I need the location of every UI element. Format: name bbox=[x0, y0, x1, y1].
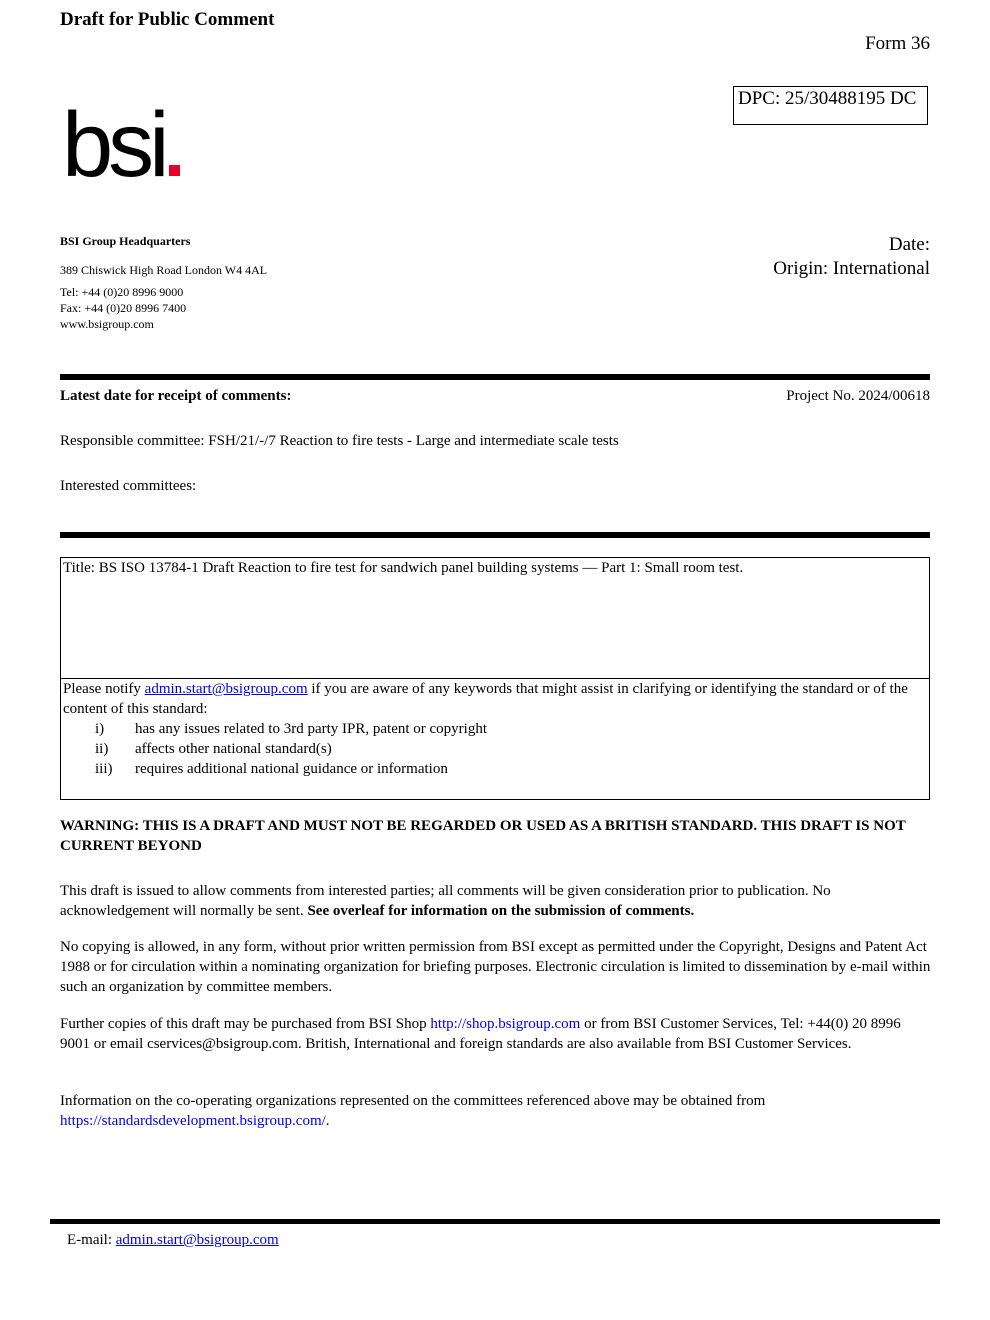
date-label: Date: bbox=[888, 234, 930, 255]
logo-dot bbox=[169, 165, 180, 176]
logo-text: bsi bbox=[62, 96, 165, 186]
list-item-number: ii) bbox=[95, 741, 109, 757]
paragraph-co-operating bbox=[60, 1091, 932, 1131]
footer-divider bbox=[50, 1219, 940, 1224]
hq-website: www.bsigroup.com bbox=[60, 317, 154, 331]
standards-development-link[interactable]: https://standardsdevelopment.bsigroup.com/ bbox=[60, 1113, 326, 1129]
paragraph-text: . bbox=[325, 1113, 330, 1129]
footer-email bbox=[67, 1232, 279, 1249]
project-number: Project No. 2024/00618 bbox=[786, 388, 930, 404]
warning-text: WARNING: THIS IS A DRAFT AND MUST NOT BE REGARDED OR USED AS A BRITISH STANDARD. THIS DRAFT IS NOT CURRENT BEYOND bbox=[60, 818, 906, 854]
top-divider bbox=[60, 374, 930, 380]
list-item-text: has any issues related to 3rd party IPR, patent or copyright bbox=[135, 721, 488, 737]
dpc-reference-box bbox=[733, 86, 928, 125]
paragraph-text: This draft is issued to allow comments from interested parties; all comments will be given consideration prior to publication. No acknowledgement will normally be sent. bbox=[60, 883, 831, 919]
dpc-reference: DPC: 25/30488195 DC bbox=[738, 88, 917, 109]
hq-fax: Fax: +44 (0)20 8996 7400 bbox=[60, 301, 187, 315]
list-item-text: affects other national standard(s) bbox=[135, 741, 332, 757]
hq-telephone: Tel: +44 (0)20 8996 9000 bbox=[60, 285, 184, 299]
form-number: Form 36 bbox=[865, 33, 930, 54]
paragraph-text: Information on the co-operating organizations represented on the committees referenced above may be obtained from bbox=[60, 1093, 766, 1109]
document-title: Title: BS ISO 13784-1 Draft Reaction to fire test for sandwich panel building systems — Part 1: Small room test. bbox=[61, 558, 929, 679]
interested-committees: Interested committees: bbox=[60, 478, 197, 494]
origin: Origin: International bbox=[773, 258, 930, 279]
bsi-logo bbox=[62, 96, 187, 191]
paragraph-text: Further copies of this draft may be purchased from BSI Shop bbox=[60, 1016, 431, 1032]
title-box bbox=[60, 557, 930, 800]
list-item bbox=[63, 759, 927, 779]
notify-section bbox=[61, 679, 929, 779]
notify-email-link[interactable]: admin.start@bsigroup.com bbox=[144, 681, 308, 697]
list-item-text: requires additional national guidance or information bbox=[135, 761, 448, 777]
responsible-committee: Responsible committee: FSH/21/-/7 Reaction to fire tests - Large and intermediate scale tests bbox=[60, 433, 619, 449]
list-item bbox=[63, 719, 927, 739]
middle-divider bbox=[60, 532, 930, 538]
paragraph-draft-issued bbox=[60, 881, 932, 921]
paragraph-copying: No copying is allowed, in any form, without prior written permission from BSI except as permitted under the Copyright, Designs and Patent Act 1988 or for circulation within a nominating organization for briefing purposes. Electronic circulation is limited to dissemination by e-mail within such an organization by committee members. bbox=[60, 939, 931, 995]
footer-email-label: E-mail: bbox=[67, 1232, 116, 1248]
notify-prefix: Please notify bbox=[63, 681, 145, 697]
paragraph-bold-text: See overleaf for information on the submission of comments. bbox=[307, 903, 695, 919]
hq-address: 389 Chiswick High Road London W4 4AL bbox=[60, 263, 268, 277]
hq-title: BSI Group Headquarters bbox=[60, 234, 191, 248]
footer-email-link[interactable]: admin.start@bsigroup.com bbox=[115, 1232, 279, 1248]
latest-date-label: Latest date for receipt of comments: bbox=[60, 388, 292, 404]
list-item-number: iii) bbox=[95, 761, 113, 777]
paragraph-further-copies bbox=[60, 1014, 932, 1054]
shop-link[interactable]: http://shop.bsigroup.com bbox=[430, 1016, 581, 1032]
list-item-number: i) bbox=[95, 721, 105, 737]
notify-list bbox=[63, 719, 927, 779]
list-item bbox=[63, 739, 927, 759]
page-heading: Draft for Public Comment bbox=[60, 9, 275, 30]
notify-suffix: if you are aware of any keywords that might assist in clarifying or identifying the standard or of the content of this standard: bbox=[63, 681, 908, 717]
paragraph-text: or from BSI Customer Services, Tel: +44(0) 20 8996 9001 or email cservices@bsigroup.com. British, International and foreign standards are also available from BSI Customer Services. bbox=[60, 1016, 901, 1052]
